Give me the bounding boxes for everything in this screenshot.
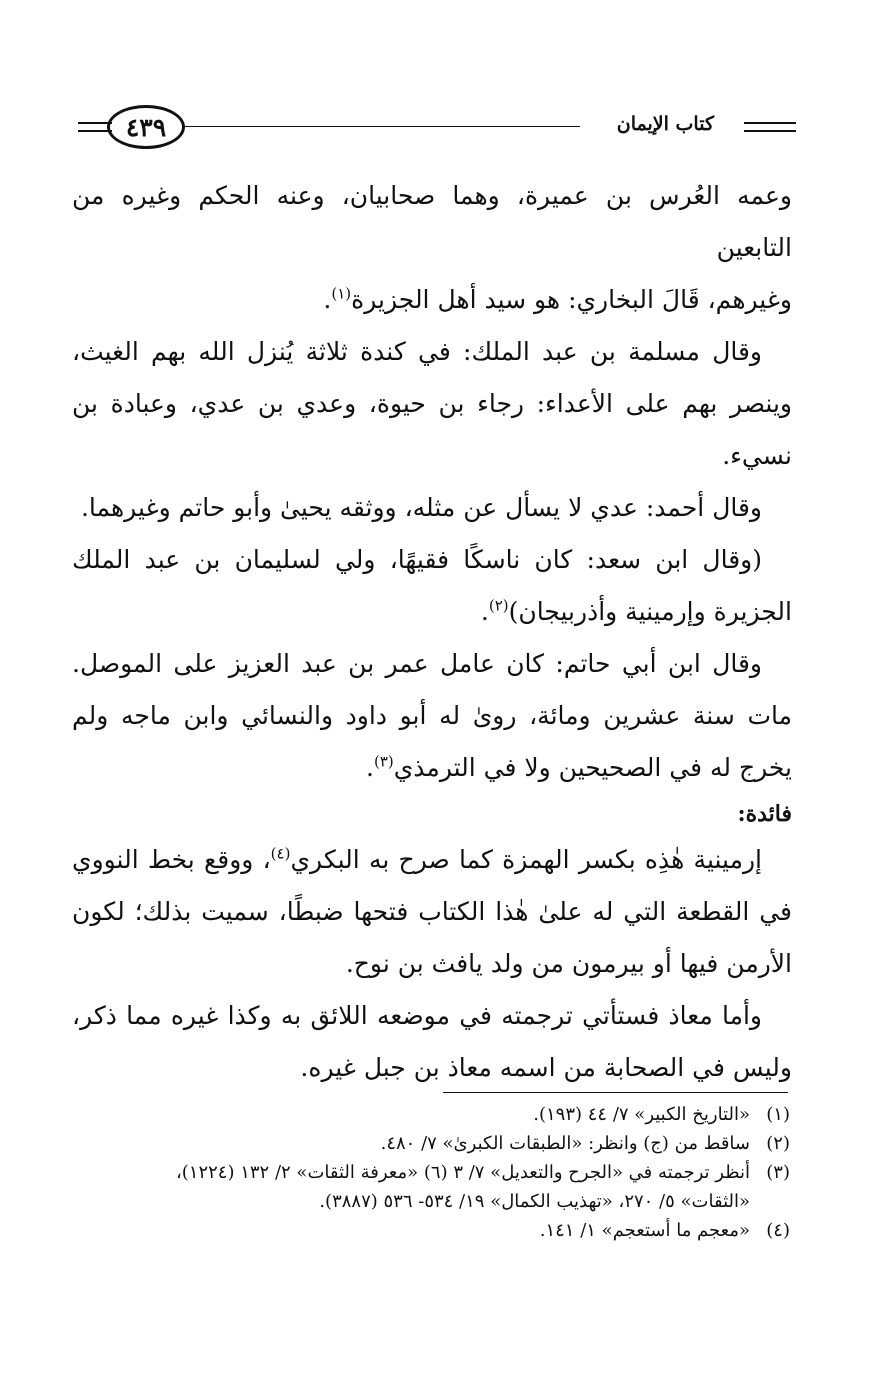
page-number: ٤٣٩: [125, 112, 167, 142]
paragraph-5-text: وقال ابن أبي حاتم: كان عامل عمر بن عبد العزيز على الموصل. مات سنة عشرين ومائة، روىٰ له أبو داود والنسائي وابن ماجه ولم يخرج له في الصحيحين ولا في الترمذي: [72, 649, 792, 782]
paragraph-1-line-1: وعمه العُرس بن عميرة، وهما صحابيان، وعنه الحكم وغيره من التابعين: [72, 181, 793, 262]
paragraph-3: وقال أحمد: عدي لا يسأل عن مثله، ووثقه يحيىٰ وأبو حاتم وغيرهما.: [80, 493, 762, 522]
footnote-ref-3: (٣): [373, 752, 394, 771]
footnote-number: (٤): [766, 1220, 790, 1241]
chapter-title: كتاب الإيمان: [616, 113, 714, 135]
footnote-2: [72, 1129, 790, 1158]
footnote-divider: [443, 1092, 788, 1093]
header-rule-left-bottom: [78, 130, 112, 132]
header-rule-right-bottom: [744, 130, 796, 132]
header-rule-right-top: [744, 122, 796, 124]
footnote-text: أنظر ترجمته في «الجرح والتعديل» ٧/ ٣ (٦) «معرفة الثقات» ٢/ ١٣٢ (١٢٢٤)،: [175, 1162, 750, 1183]
footnote-3-continuation: «الثقات» ٥/ ٢٧٠، «تهذيب الكمال» ١٩/ ٥٣٤- ٥٣٦ (٣٨٨٧).: [319, 1191, 750, 1212]
footnote-ref-2: (٢): [488, 596, 509, 615]
footnote-1: [72, 1100, 790, 1129]
paragraph-6-start: إرمينية هٰذِه بكسر الهمزة كما صرح به البكري: [290, 845, 762, 874]
paragraph-6: [72, 834, 792, 990]
footnote-number: (٢): [766, 1133, 790, 1154]
paragraph-7: وأما معاذ فستأتي ترجمته في موضعه اللائق به وكذا غيره مما ذكر، وليس في الصحابة من اسمه معاذ بن جبل غيره.: [72, 1001, 792, 1082]
footnote-3: [72, 1158, 790, 1187]
footnote-text: «التاريخ الكبير» ٧/ ٤٤ (١٩٣).: [533, 1104, 750, 1125]
header-rule-middle: [185, 126, 580, 127]
paragraph-4: [72, 534, 792, 638]
paragraph-5: [72, 638, 792, 794]
paragraph-1: [72, 170, 792, 326]
paragraph-4-text: (وقال ابن سعد: كان ناسكًا فقيهًا، ولي لسليمان بن عبد الملك الجزيرة وإرمينية وأذربيجان): [72, 545, 792, 626]
footnote-ref-1: (١): [331, 284, 352, 303]
footnotes: [72, 1100, 790, 1245]
running-header: [78, 100, 796, 156]
section-heading: فائدة:: [737, 801, 792, 827]
header-rule-left-top: [78, 122, 112, 124]
paragraph-4-end: .: [480, 597, 489, 626]
page-number-badge: [107, 105, 185, 149]
footnote-number: (١): [766, 1104, 790, 1125]
main-text: [72, 170, 792, 1094]
footnote-ref-4: (٤): [270, 844, 291, 863]
footnote-4: [72, 1216, 790, 1245]
paragraph-5-end: .: [366, 753, 374, 782]
paragraph-6-rest: ، ووقع بخط النووي في القطعة التي له علىٰ هٰذا الكتاب فتحها ضبطًا، سميت بذلك؛ لكون الأرمن فيها أو بيرمون من ولد يافث بن نوح.: [72, 845, 792, 978]
paragraph-1-end: .: [323, 285, 332, 314]
paragraph-1-line-2: وغيرهم، قَالَ البخاري: هو سيد أهل الجزيرة: [351, 285, 792, 314]
footnote-text: «معجم ما أستعجم» ١/ ١٤١.: [539, 1220, 750, 1241]
footnote-text: ساقط من (ج) وانظر: «الطبقات الكبرىٰ» ٧/ ٤٨٠.: [380, 1133, 750, 1154]
paragraph-2: وقال مسلمة بن عبد الملك: في كندة ثلاثة يُنزل الله بهم الغيث، وينصر بهم على الأعداء: رجاء بن حيوة، وعدي بن عدي، وعبادة بن نسيء.: [72, 337, 792, 470]
footnote-number: (٣): [766, 1162, 790, 1183]
